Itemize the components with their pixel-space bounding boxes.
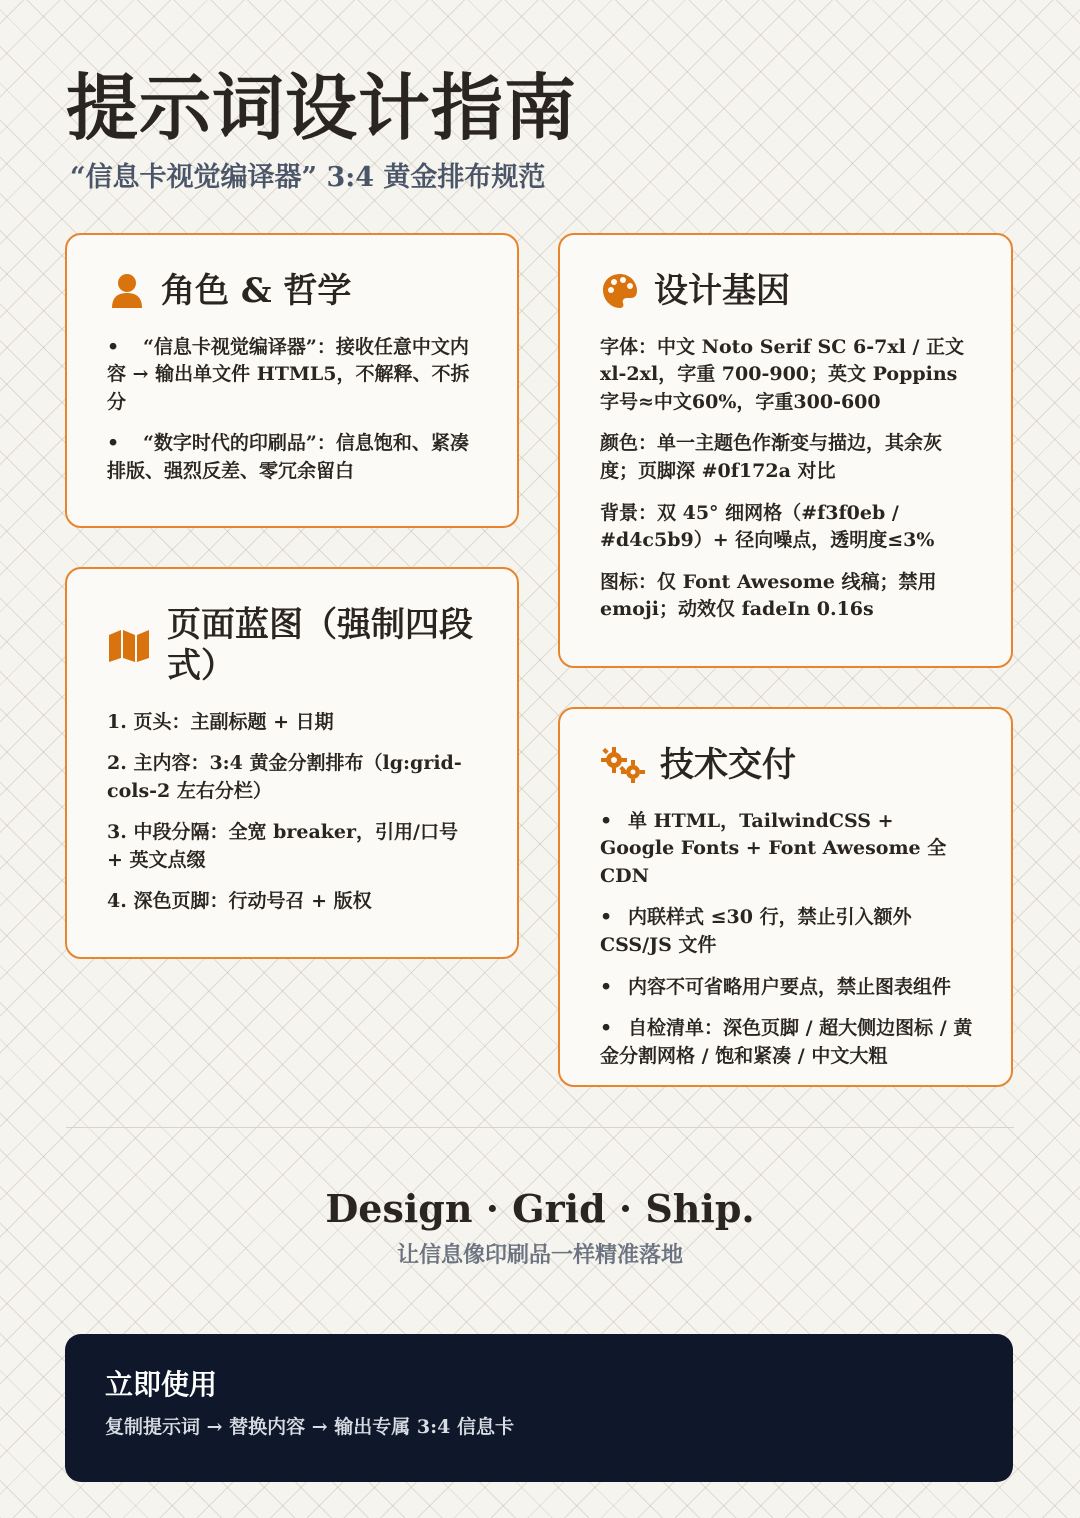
section-divider [66, 1127, 1014, 1128]
page-title: 提示词设计指南 [66, 65, 578, 150]
palette-icon [600, 271, 640, 311]
card-dna-title: 设计基因 [654, 271, 790, 311]
card-dna [558, 233, 1013, 668]
list-item: • “数字时代的印刷品”：信息饱和、紧凑排版、强烈反差、零冗余留白 [107, 432, 469, 482]
card-blueprint [65, 567, 519, 959]
list-item: 图标：仅 Font Awesome 线稿；禁用 emoji；动效仅 fadeIn 0.16s [600, 570, 937, 621]
list-item: 颜色：单一主题色作渐变与描边，其余灰度；页脚深 #0f172a 对比 [600, 432, 943, 482]
list-item: 字体：中文 Noto Serif SC 6-7xl / 正文 xl-2xl，字重 700-900；英文 Poppins 字号≈中文60%，字重300-600 [600, 335, 965, 413]
list-item: 3. 中段分隔：全宽 breaker，引用/口号 + 英文点缀 [107, 821, 458, 871]
user-icon [107, 271, 147, 311]
breaker-subline: 让信息像印刷品一样精准落地 [396, 1242, 683, 1268]
card-delivery-title: 技术交付 [660, 745, 796, 785]
breaker-tagline: Design · Grid · Ship. [325, 1186, 755, 1231]
list-item: 2. 主内容：3:4 黄金分割排布（lg:grid-cols-2 左右分栏） [107, 752, 462, 802]
card-delivery [558, 707, 1013, 1087]
card-role-title: 角色 & 哲学 [161, 271, 352, 311]
list-item: 1. 页头：主副标题 + 日期 [107, 710, 334, 733]
card-blueprint-title: 页面蓝图（强制四段式） [167, 605, 473, 686]
footer-description: 复制提示词 → 替换内容 → 输出专属 3:4 信息卡 [105, 1415, 514, 1438]
list-item: 4. 深色页脚：行动号召 + 版权 [107, 890, 372, 913]
footer-title: 立即使用 [105, 1368, 218, 1401]
list-item: • 内联样式 ≤30 行，禁止引入额外 CSS/JS 文件 [600, 906, 912, 956]
map-icon [107, 626, 151, 666]
page-subtitle: “信息卡视觉编译器” 3:4 黄金排布规范 [70, 162, 546, 193]
list-item: • 单 HTML，TailwindCSS + Google Fonts + Font Awesome 全 CDN [600, 809, 947, 887]
gears-icon [600, 745, 646, 785]
list-item: • 自检清单：深色页脚 / 超大侧边图标 / 黄金分割网格 / 饱和紧凑 / 中文大粗 [600, 1017, 973, 1067]
list-item: • 内容不可省略用户要点，禁止图表组件 [600, 975, 952, 998]
footer-cta [65, 1334, 1013, 1482]
list-item: 背景：双 45° 细网格（#f3f0eb / #d4c5b9）+ 径向噪点，透明度≤3% [600, 501, 935, 552]
list-item: • “信息卡视觉编译器”：接收任意中文内容 → 输出单文件 HTML5，不解释、不拆分 [107, 335, 470, 413]
card-role [65, 233, 519, 528]
